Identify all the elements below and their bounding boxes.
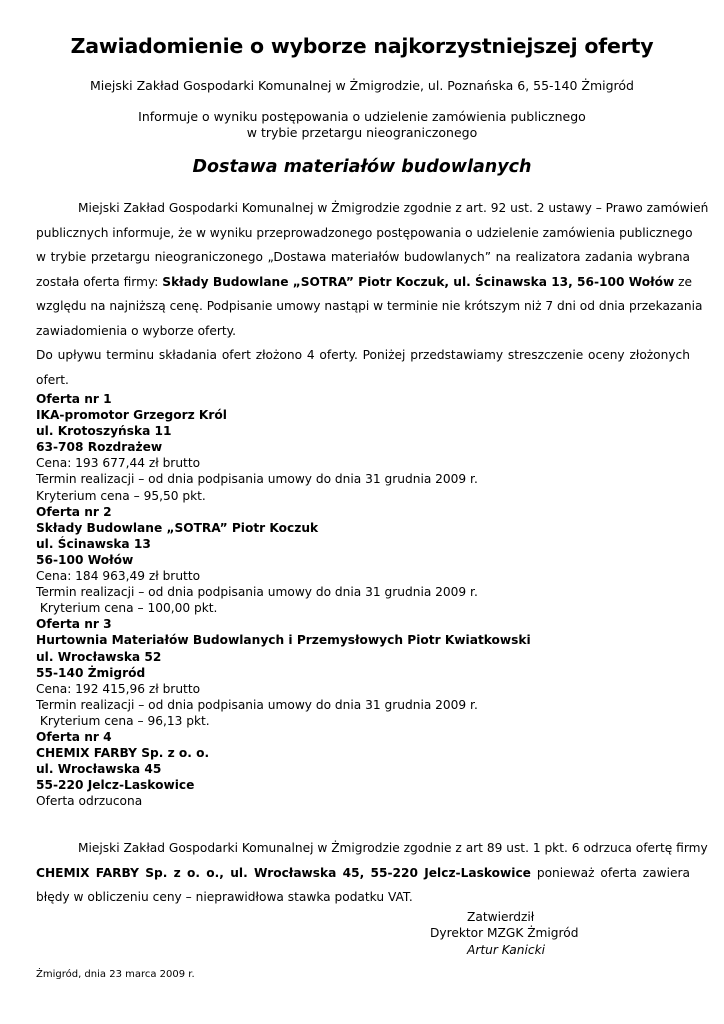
offer-1-criterion: Kryterium cena – 95,50 pkt. — [36, 488, 206, 503]
rejection-line-2-post: ponieważ oferta zawiera — [530, 865, 690, 880]
rejection-line-1: Miejski Zakład Gospodarki Komunalnej w Żmigrodzie zgodnie z art 89 ust. 1 pkt. 6 odrzuca ofertę firmy — [78, 841, 708, 855]
offer-4-name: CHEMIX FARBY Sp. z o. o. — [36, 746, 210, 761]
rejection-line-3: błędy w obliczeniu ceny – nieprawidłowa stawka podatku VAT. — [36, 890, 413, 905]
offers-list — [36, 391, 696, 809]
main-line-3: w trybie przetargu nieograniczonego „Dostawa materiałów budowlanych” na realizatora zadania wybrana — [36, 250, 690, 265]
main-line-6: zawiadomienia o wyborze oferty. — [36, 323, 236, 338]
summary-line-1: Do upływu terminu składania ofert złożono 4 oferty. Poniżej przedstawiamy streszczenie oceny złożonych — [36, 348, 690, 362]
signature-role: Dyrektor MZGK Żmigród — [430, 926, 579, 941]
rejection-line-2 — [36, 861, 690, 886]
offer-3-name: Hurtownia Materiałów Budowlanych i Przemysłowych Piotr Kwiatkowski — [36, 633, 531, 648]
main-line-4-post: ze — [674, 274, 693, 289]
document-title: Zawiadomienie o wyborze najkorzystniejszej oferty — [70, 34, 654, 58]
main-line-5: względu na najniższą cenę. Podpisanie umowy nastąpi w terminie nie krótszym niż 7 dni od dnia przekazania — [36, 299, 703, 314]
offer-2-price: Cena: 184 963,49 zł brutto — [36, 569, 201, 584]
summary-paragraph — [36, 343, 690, 392]
offer-3-term: Termin realizacji – od dnia podpisania umowy do dnia 31 grudnia 2009 r. — [36, 697, 478, 712]
inform-line-1: Informuje o wyniku postępowania o udzielenie zamówienia publicznego — [138, 109, 586, 124]
main-line-4-pre: została oferta firmy: — [36, 274, 163, 289]
offer-3-city: 55-140 Żmigród — [36, 665, 146, 680]
inform-line-2: w trybie przetargu nieograniczonego — [246, 125, 478, 140]
offer-3-price: Cena: 192 415,96 zł brutto — [36, 681, 201, 696]
offer-1-city: 63-708 Rozdrażew — [36, 440, 163, 455]
offer-2-city: 56-100 Wołów — [36, 552, 134, 567]
tender-subject: Dostawa materiałów budowlanych — [192, 157, 532, 177]
main-line-1: Miejski Zakład Gospodarki Komunalnej w Żmigrodzie zgodnie z art. 92 ust. 2 ustawy – Prawo zamówień — [78, 201, 709, 215]
offer-4-status: Oferta odrzucona — [36, 794, 143, 809]
offer-1-number: Oferta nr 1 — [36, 392, 112, 406]
rejection-paragraph — [36, 836, 708, 910]
offer-1-price: Cena: 193 677,44 zł brutto — [36, 456, 201, 471]
offer-4-number: Oferta nr 4 — [36, 729, 112, 744]
main-paragraph — [36, 196, 709, 344]
offer-4-street: ul. Wrocławska 45 — [36, 762, 162, 777]
offer-3-street: ul. Wrocławska 52 — [36, 649, 162, 664]
offer-2-criterion: Kryterium cena – 100,00 pkt. — [36, 601, 218, 616]
offer-2-street: ul. Ścinawska 13 — [36, 536, 151, 551]
issuer-address: Miejski Zakład Gospodarki Komunalnej w Żmigrodzie, ul. Poznańska 6, 55-140 Żmigród — [89, 78, 634, 93]
document-date: Żmigród, dnia 23 marca 2009 r. — [36, 969, 195, 980]
signature-name: Artur Kanicki — [467, 942, 546, 957]
offer-4-city: 55-220 Jelcz-Laskowice — [36, 778, 195, 793]
rejected-offer: CHEMIX FARBY Sp. z o. o., ul. Wrocławska 45, 55-220 Jelcz-Laskowice — [36, 865, 531, 880]
main-line-4 — [36, 270, 693, 295]
inform-text — [0, 109, 724, 141]
offer-1-term: Termin realizacji – od dnia podpisania umowy do dnia 31 grudnia 2009 r. — [36, 472, 478, 487]
offer-3-criterion: Kryterium cena – 96,13 pkt. — [36, 713, 210, 728]
signature-approved: Zatwierdził — [467, 910, 535, 924]
offer-1-name: IKA-promotor Grzegorz Król — [36, 408, 227, 423]
summary-line-2: ofert. — [36, 372, 69, 387]
offer-2-number: Oferta nr 2 — [36, 504, 112, 519]
offer-3-number: Oferta nr 3 — [36, 617, 112, 632]
offer-1-street: ul. Krotoszyńska 11 — [36, 424, 172, 439]
winning-offer: Składy Budowlane „SOTRA” Piotr Koczuk, ul. Ścinawska 13, 56-100 Wołów — [162, 274, 675, 289]
main-line-2: publicznych informuje, że w wyniku przeprowadzonego postępowania o udzielenie zamówienia publicznego — [36, 225, 693, 240]
signature-block — [430, 909, 630, 958]
offer-2-term: Termin realizacji – od dnia podpisania umowy do dnia 31 grudnia 2009 r. — [36, 585, 478, 600]
offer-2-name: Składy Budowlane „SOTRA” Piotr Koczuk — [36, 520, 319, 535]
